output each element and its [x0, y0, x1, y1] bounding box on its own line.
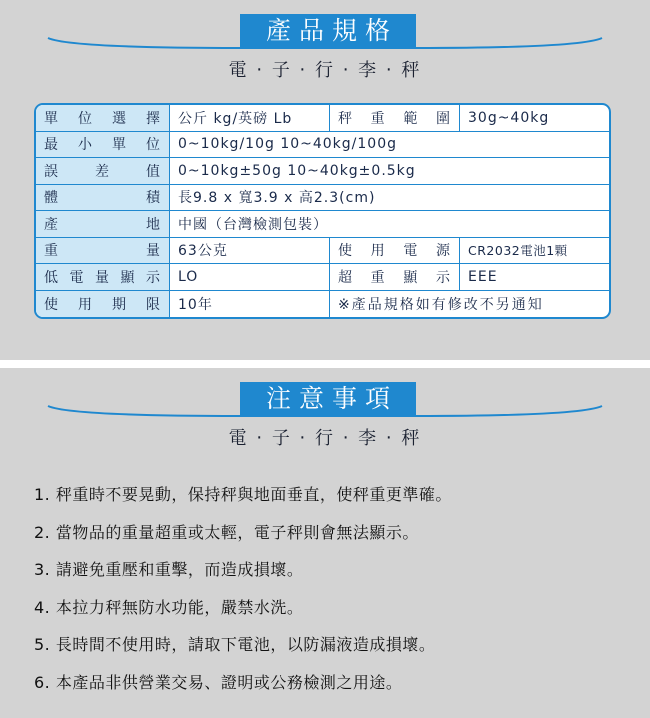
- spec-row-origin: [36, 211, 609, 238]
- spec-label-text: 超 重 顯 示: [338, 269, 451, 286]
- notice-item: 6. 本產品非供營業交易、證明或公務檢測之用途。: [34, 672, 403, 692]
- notice-item: 3. 請避免重壓和重擊，而造成損壞。: [34, 560, 304, 579]
- spec-title: 產品規格: [240, 14, 416, 48]
- spec-label: [36, 185, 170, 212]
- spec-row-min-unit: [36, 132, 609, 159]
- spec-label-secondary: [330, 105, 460, 132]
- spec-label-text: 單 位 選 擇: [44, 110, 161, 127]
- spec-value-secondary: 30g~40kg: [460, 105, 609, 132]
- spec-row-weight: [36, 238, 609, 265]
- notice-header: [0, 368, 650, 458]
- spec-label-text: 產 地: [44, 216, 161, 233]
- spec-value: 0~10kg±50g 10~40kg±0.5kg: [170, 158, 609, 185]
- spec-row-tolerance: [36, 158, 609, 185]
- spec-row-unit: [36, 105, 609, 132]
- spec-row-low-battery: [36, 264, 609, 291]
- spec-label: [36, 105, 170, 132]
- spec-label: [36, 158, 170, 185]
- spec-label-text: 誤 差 值: [44, 163, 161, 180]
- spec-change-notice: ※產品規格如有修改不另通知: [338, 296, 544, 313]
- spec-label: [36, 291, 170, 318]
- spec-row-lifespan: [36, 291, 609, 318]
- notice-item: 5. 長時間不使用時，請取下電池，以防漏液造成損壞。: [34, 635, 436, 654]
- notice-title: 注意事項: [240, 382, 416, 416]
- spec-label-secondary: [330, 264, 460, 291]
- spec-header: [0, 0, 650, 90]
- spec-value-secondary: EEE: [460, 264, 609, 291]
- spec-label-text: 秤 重 範 圍: [338, 110, 451, 127]
- spec-value: 0~10kg/10g 10~40kg/100g: [170, 132, 609, 159]
- notice-panel: [0, 368, 650, 718]
- spec-value: 中國（台灣檢測包裝）: [170, 211, 609, 238]
- spec-table: [34, 103, 611, 319]
- notice-item: 4. 本拉力秤無防水功能，嚴禁水洗。: [34, 597, 304, 617]
- spec-label-text: 體 積: [44, 190, 161, 207]
- spec-label-text: 使 用 期 限: [44, 296, 161, 313]
- spec-value: 10年: [170, 291, 330, 318]
- spec-value-secondary: CR2032電池1顆: [460, 238, 609, 265]
- spec-label-text: 最 小 單 位: [44, 137, 161, 154]
- spec-subtitle: 電 ‧ 子 ‧ 行 ‧ 李 ‧ 秤: [228, 60, 422, 81]
- notice-subtitle: 電 ‧ 子 ‧ 行 ‧ 李 ‧ 秤: [228, 428, 422, 449]
- spec-value: 長9.8 x 寬3.9 x 高2.3(cm): [170, 185, 609, 212]
- spec-label-text: 使 用 電 源: [338, 243, 451, 260]
- spec-label-text: 低 電 量 顯 示: [44, 269, 161, 286]
- notice-item: 1. 秤重時不要晃動，保持秤與地面垂直，使秤重更準確。: [34, 485, 452, 504]
- spec-label-secondary: [330, 238, 460, 265]
- spec-value: 63公克: [170, 238, 330, 265]
- spec-label: [36, 211, 170, 238]
- spec-value: 公斤 kg/英磅 Lb: [170, 105, 330, 132]
- notice-list: [34, 476, 624, 701]
- spec-value: LO: [170, 264, 330, 291]
- spec-row-size: [36, 185, 609, 212]
- spec-label: [36, 238, 170, 265]
- notice-item: 2. 當物品的重量超重或太輕，電子秤則會無法顯示。: [34, 522, 419, 542]
- spec-label: [36, 132, 170, 159]
- spec-label: [36, 264, 170, 291]
- spec-label-text: 重 量: [44, 243, 161, 260]
